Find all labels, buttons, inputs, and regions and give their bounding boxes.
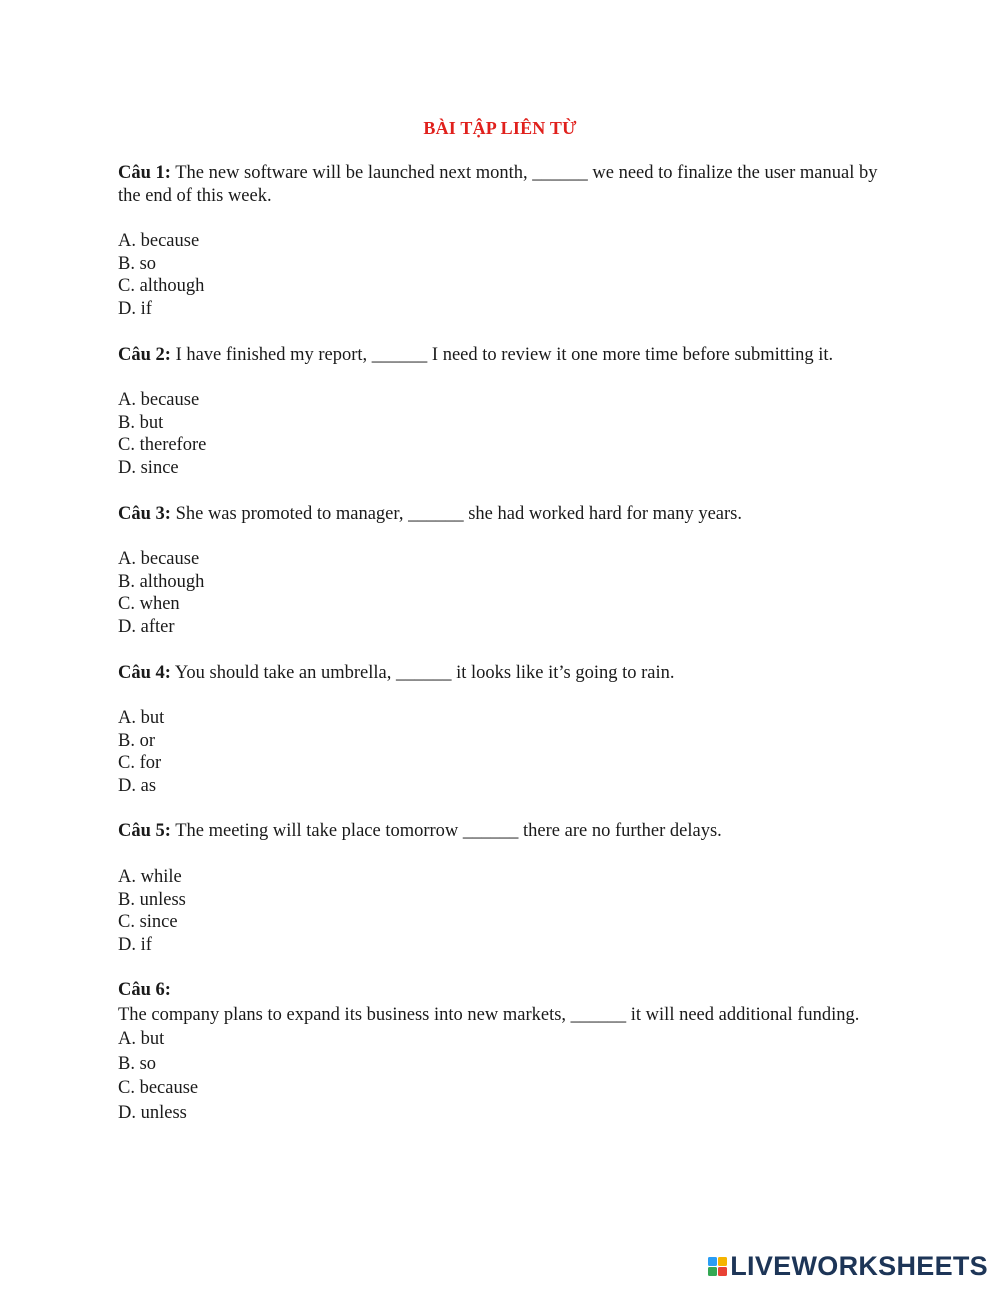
question-text: You should take an umbrella, ______ it looks like it’s going to rain. [170,662,675,683]
option-c[interactable]: C. although [118,276,205,297]
question-3 [118,503,888,526]
option-d[interactable]: D. unless [118,1102,187,1123]
question-text: I have finished my report, ______ I need to review it one more time before submitting it. [170,344,834,365]
exercise-content [118,162,888,1148]
option-c[interactable]: C. for [118,753,162,774]
question-1 [118,162,888,207]
option-a[interactable]: A. because [118,549,200,570]
question-6 [118,979,888,1027]
question-4 [118,662,888,685]
option-d[interactable]: D. after [118,616,175,637]
question-label: Câu 3: [118,503,171,524]
option-c[interactable]: C. when [118,594,180,615]
brand-name: LIVEWORKSHEETS [730,1251,988,1281]
option-a[interactable]: A. while [118,867,182,888]
option-b[interactable]: B. but [118,412,164,433]
option-d[interactable]: D. as [118,775,157,796]
question-label: Câu 4: [118,662,171,683]
option-a[interactable]: A. but [118,708,165,729]
question-label: Câu 2: [118,344,171,365]
options-1 [118,230,888,320]
option-a[interactable]: A. but [118,1029,165,1050]
logo-square-red [718,1267,727,1276]
liveworksheets-logo [708,1251,988,1282]
option-b[interactable]: B. so [118,1053,157,1074]
logo-square-blue [708,1257,717,1266]
question-text: The company plans to expand its business into new markets, ______ it will need additional funding. [118,1005,860,1026]
liveworksheets-logo-icon [708,1257,727,1276]
option-d[interactable]: D. if [118,298,152,319]
option-d[interactable]: D. if [118,934,152,955]
option-d[interactable]: D. since [118,457,179,478]
option-a[interactable]: A. because [118,390,200,411]
logo-square-green [708,1267,717,1276]
option-c[interactable]: C. because [118,1078,199,1099]
option-b[interactable]: B. so [118,253,157,274]
question-text: She was promoted to manager, ______ she had worked hard for many years. [170,503,742,524]
options-5 [118,866,888,956]
logo-square-yellow [718,1257,727,1266]
question-text: The new software will be launched next month, ______ we need to finalize the user manual by the end of this week. [118,163,878,206]
option-c[interactable]: C. since [118,912,178,933]
question-text: The meeting will take place tomorrow ______ there are no further delays. [170,821,722,842]
option-b[interactable]: B. although [118,571,205,592]
question-label: Câu 6: [118,980,171,1001]
option-c[interactable]: C. therefore [118,435,207,456]
options-2 [118,389,888,479]
options-6 [118,1027,888,1125]
options-3 [118,548,888,638]
question-label: Câu 5: [118,821,171,842]
question-2 [118,344,888,367]
options-4 [118,707,888,797]
page-title: BÀI TẬP LIÊN TỪ [423,118,577,138]
option-a[interactable]: A. because [118,231,200,252]
option-b[interactable]: B. unless [118,889,186,910]
question-5 [118,820,888,843]
option-b[interactable]: B. or [118,730,155,751]
question-label: Câu 1: [118,163,171,183]
